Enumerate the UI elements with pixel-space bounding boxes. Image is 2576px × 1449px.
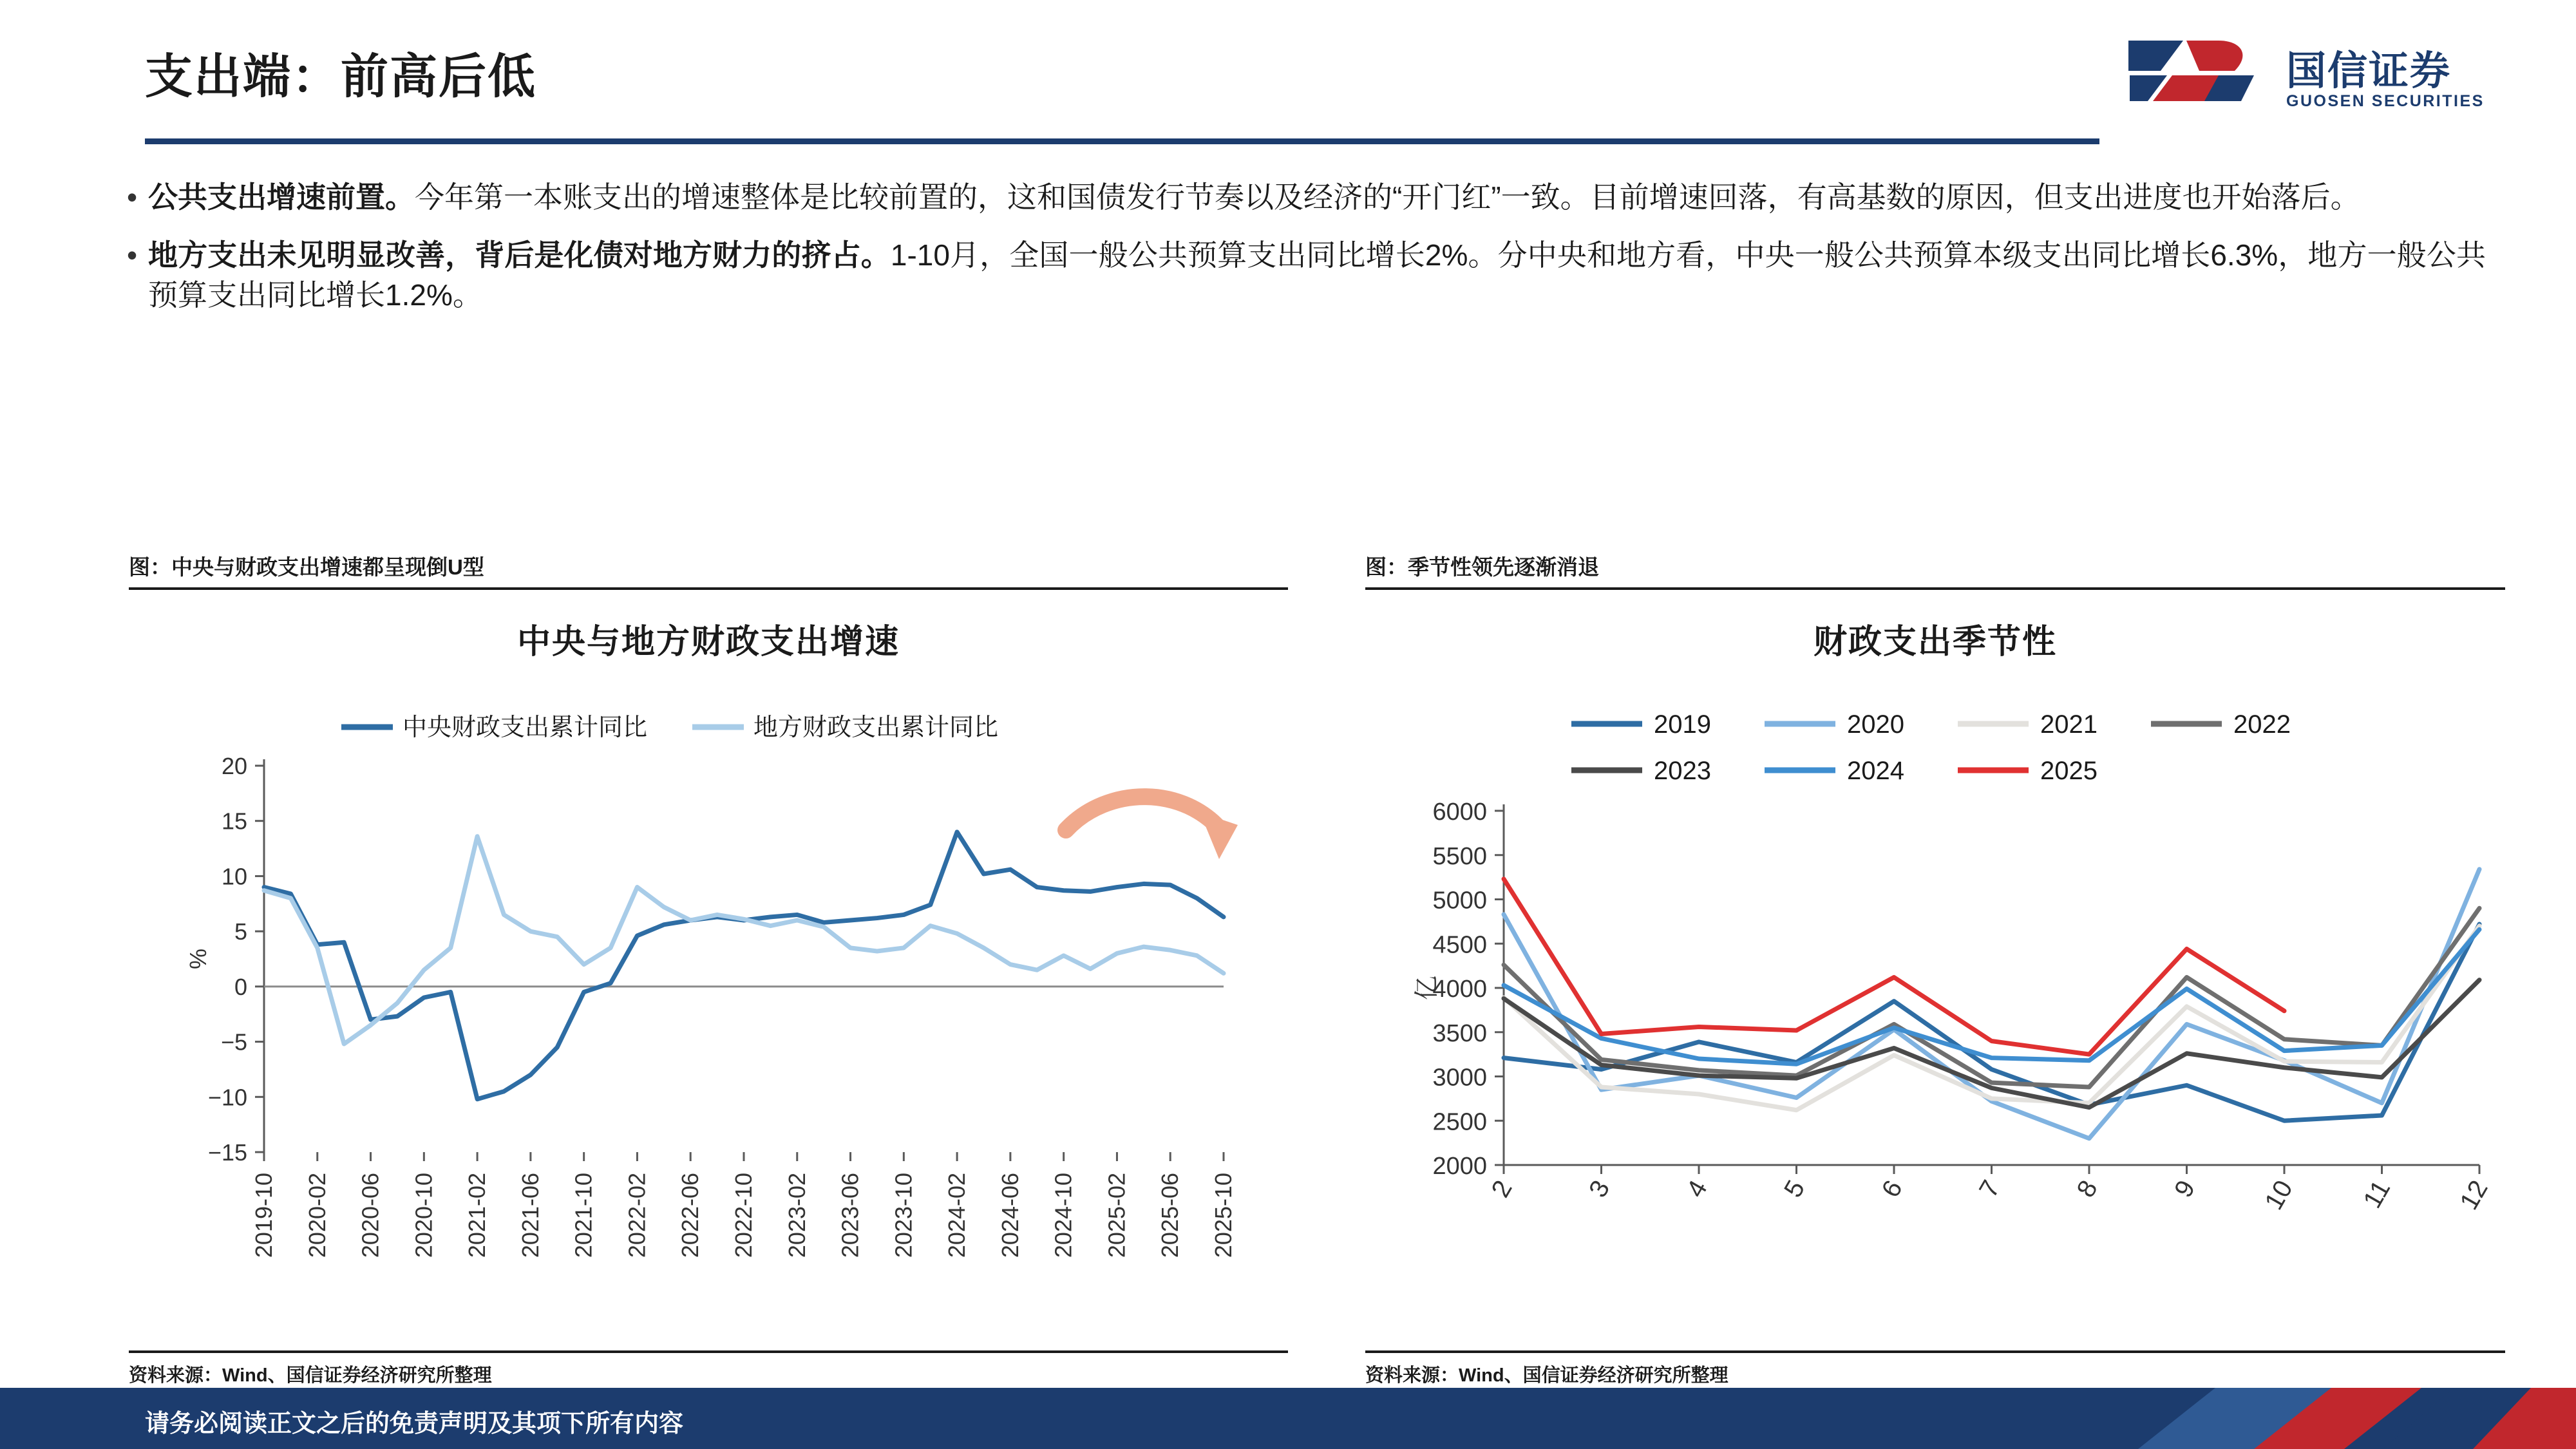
- series-line: [264, 837, 1224, 1044]
- y-tick-label: −10: [207, 1084, 247, 1111]
- x-tick-label: 2020-02: [303, 1173, 330, 1258]
- legend-label: 地方财政支出累计同比: [753, 714, 999, 741]
- legend: [1571, 710, 2291, 785]
- chart-caption-right: 图：季节性领先逐渐消退: [1365, 551, 2505, 590]
- footer-decoration: [1803, 1388, 2576, 1449]
- x-tick-label: 9: [2169, 1175, 2201, 1202]
- x-tick-label: 2024-06: [996, 1173, 1023, 1258]
- x-tick-label: 2020-06: [357, 1173, 384, 1258]
- legend-label: 2024: [1847, 757, 1904, 785]
- x-tick-label: 11: [2358, 1175, 2396, 1213]
- title-divider: [145, 138, 2099, 144]
- y-axis-label: %: [185, 948, 211, 970]
- chart-panel-left: [129, 551, 1288, 1394]
- x-tick-label: 2025-06: [1157, 1173, 1184, 1258]
- y-tick-label: 4500: [1432, 931, 1487, 959]
- trend-arrow-annotation: [1066, 797, 1238, 859]
- x-tick-label: 2024-02: [943, 1173, 971, 1258]
- legend-label: 2025: [2040, 757, 2098, 785]
- legend-label: 2022: [2233, 710, 2291, 739]
- y-tick-label: 10: [221, 863, 247, 890]
- y-tick-label: 5: [234, 918, 247, 945]
- bullet-body: 今年第一本账支出的增速整体是比较前置的，这和国债发行节奏以及经济的“开门红”一致。目前增速回落，有高基数的原因，但支出进度也开始落后。: [415, 180, 2360, 214]
- y-tick-label: −5: [220, 1028, 247, 1056]
- footer-bar: [0, 1388, 2576, 1449]
- y-tick-label: 4000: [1432, 976, 1487, 1003]
- x-tick-label: 2021-06: [516, 1173, 544, 1258]
- legend-label: 2019: [1654, 710, 1711, 739]
- x-tick-label: 3: [1584, 1175, 1616, 1202]
- x-tick-label: 2022-02: [623, 1173, 650, 1258]
- x-tick-label: 6: [1876, 1175, 1908, 1202]
- y-tick-label: 0: [234, 973, 247, 1000]
- chart-title-right: 财政支出季节性: [1813, 623, 2057, 661]
- legend-label: 2023: [1654, 757, 1711, 785]
- footer-disclaimer: 请务必阅读正文之后的免责声明及其项下所有内容: [145, 1410, 684, 1437]
- y-tick-label: 6000: [1432, 799, 1487, 826]
- x-tick-label: 4: [1681, 1175, 1713, 1202]
- line-chart-seasonality: [1365, 663, 2505, 1320]
- x-tick-label: 5: [1779, 1175, 1811, 1202]
- x-tick-label: 2020-10: [410, 1173, 437, 1258]
- page-title: 支出端：前高后低: [145, 50, 536, 103]
- bullet-list: [116, 177, 2486, 333]
- x-tick-label: 8: [2071, 1175, 2103, 1202]
- y-tick-label: 2500: [1432, 1108, 1487, 1136]
- x-tick-label: 2022-10: [730, 1173, 757, 1258]
- y-tick-label: 20: [221, 753, 247, 779]
- y-tick-label: 5500: [1432, 842, 1487, 870]
- legend-label: 2020: [1847, 710, 1904, 739]
- x-tick-label: 2021-10: [570, 1173, 597, 1258]
- brand-logo: [2103, 35, 2521, 132]
- header: [145, 39, 2077, 122]
- x-tick-label: 2: [1486, 1175, 1518, 1202]
- bullet-text: [148, 235, 2486, 315]
- logo-text: 国信证券: [2286, 49, 2452, 93]
- x-tick-label: 2025-10: [1210, 1173, 1236, 1258]
- x-tick-label: 2019-10: [251, 1173, 277, 1258]
- y-axis-label: 亿: [1414, 975, 1441, 1001]
- bullet-marker: •: [126, 180, 138, 214]
- x-tick-label: 12: [2454, 1175, 2494, 1215]
- chart-source-right: 资料来源：Wind、国信证券经济研究所整理: [1365, 1350, 2505, 1387]
- x-tick-label: 2022-06: [677, 1173, 704, 1258]
- y-tick-label: 3500: [1432, 1019, 1487, 1047]
- x-tick-label: 2023-06: [837, 1173, 864, 1258]
- chart-source-left: 资料来源：Wind、国信证券经济研究所整理: [129, 1350, 1288, 1387]
- y-tick-label: 5000: [1432, 887, 1487, 914]
- chart-canvas-left: [129, 663, 1288, 1345]
- legend-label: 2021: [2040, 710, 2098, 739]
- bullet-text: [148, 177, 2360, 217]
- chart-caption-left: 图：中央与财政支出增速都呈现倒U型: [129, 551, 1288, 590]
- y-tick-label: 3000: [1432, 1064, 1487, 1092]
- y-tick-label: 2000: [1432, 1153, 1487, 1180]
- y-tick-label: −15: [207, 1139, 247, 1166]
- bullet-lead: 地方支出未见明显改善，背后是化债对地方财力的挤占。: [148, 238, 891, 272]
- chart-title-left: 中央与地方财政支出增速: [516, 623, 900, 661]
- line-chart-central-local: [129, 663, 1288, 1320]
- legend: [341, 714, 998, 741]
- chart-panel-right: [1365, 551, 2505, 1394]
- bullet-item: [116, 235, 2486, 315]
- chart-canvas-right: [1365, 663, 2505, 1345]
- bullet-body: 1-10月，全国一般公共预算支出同比增长2%。分中央和地方看，中央一般公共预算本级支出同比增长6.3%，地方一般公共预算支出同比增长1.2%。: [148, 238, 2486, 312]
- x-tick-label: 2021-02: [464, 1173, 491, 1258]
- logo-mark-icon: [2122, 35, 2270, 106]
- bullet-marker: •: [126, 238, 138, 272]
- x-tick-label: 10: [2259, 1175, 2298, 1215]
- logo-subtext: GUOSEN SECURITIES: [2286, 92, 2485, 110]
- legend-label: 中央财政支出累计同比: [402, 714, 648, 741]
- y-tick-label: 15: [221, 808, 247, 835]
- bullet-item: [116, 177, 2486, 217]
- x-tick-label: 2025-02: [1103, 1173, 1130, 1258]
- x-tick-label: 2023-10: [890, 1173, 917, 1258]
- x-tick-label: 7: [1974, 1175, 2006, 1202]
- x-tick-label: 2024-10: [1050, 1173, 1077, 1258]
- x-tick-label: 2023-02: [783, 1173, 810, 1258]
- bullet-lead: 公共支出增速前置。: [148, 180, 415, 214]
